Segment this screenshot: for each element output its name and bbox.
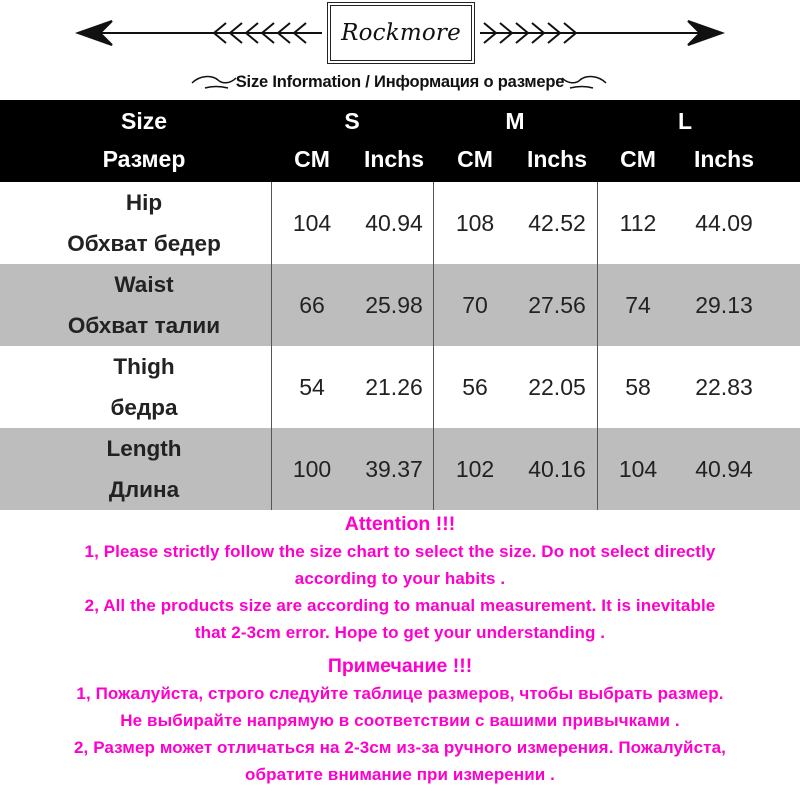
- note-ru-2-line1: 2, Размер может отличаться на 2-3см из-за ручного измерения. Пожалуйста,: [74, 738, 726, 757]
- table-row-waist: [0, 264, 800, 346]
- table-cell: 66: [299, 292, 325, 318]
- size-s-header: S: [344, 108, 360, 134]
- table-cell: 29.13: [695, 292, 753, 318]
- column-divider: [597, 182, 598, 510]
- row-label-ru: Длина: [108, 477, 180, 502]
- column-divider: [433, 182, 434, 510]
- row-label-ru: Обхват талии: [67, 313, 221, 338]
- note-en-2-line1: 2, All the products size are according to manual measurement. It is inevitable: [84, 596, 716, 615]
- table-cell: 74: [625, 292, 651, 318]
- table-cell: 56: [462, 374, 488, 400]
- note-en-2-line2: that 2-3cm error. Hope to get your understanding .: [194, 623, 606, 642]
- table-cell: 27.56: [528, 292, 586, 318]
- right-arrow-icon: [480, 21, 722, 45]
- unit-cm-s: CM: [294, 146, 330, 172]
- row-label-ru: бедра: [110, 395, 178, 420]
- table-cell: 104: [618, 456, 658, 482]
- row-label: [0, 346, 288, 428]
- table-cell: 100: [292, 456, 332, 482]
- page-subtitle: Size Information / Информация о размере: [235, 73, 565, 91]
- table-cell: 108: [455, 210, 495, 236]
- row-label: [0, 182, 288, 264]
- table-cell: 70: [462, 292, 488, 318]
- brand-logo-text: Rockmore: [341, 20, 461, 46]
- row-label: [0, 428, 288, 510]
- row-label-en: Hip: [125, 190, 163, 215]
- brand-logo: [330, 5, 472, 61]
- row-label-en: Thigh: [113, 354, 175, 379]
- size-table: [0, 100, 800, 510]
- left-arrow-icon: [78, 21, 322, 45]
- table-cell: 40.94: [695, 456, 753, 482]
- table-cell: 102: [455, 456, 495, 482]
- table-cell: 21.26: [365, 374, 423, 400]
- column-divider: [271, 182, 272, 510]
- note-ru-1-line2: Не выбирайте напрямую в соответствии с вашими привычками .: [120, 711, 680, 730]
- table-row-thigh: [0, 346, 800, 428]
- table-cell: 22.05: [528, 374, 586, 400]
- table-cell: 44.09: [695, 210, 753, 236]
- row-label: [0, 264, 288, 346]
- table-cell: 104: [292, 210, 332, 236]
- row-label-ru: Обхват бедер: [67, 231, 221, 256]
- table-cell: 25.98: [365, 292, 423, 318]
- table-cell: 112: [619, 210, 657, 236]
- note-en-1-line1: 1, Please strictly follow the size chart to select the size. Do not select directly: [84, 542, 716, 561]
- table-cell: 39.37: [365, 456, 423, 482]
- note-en-1-line2: according to your habits .: [294, 569, 506, 588]
- table-cell: 40.16: [528, 456, 586, 482]
- size-l-header: L: [677, 108, 693, 134]
- size-label-ru: Размер: [102, 146, 186, 172]
- table-row-length: [0, 428, 800, 510]
- size-label-en: Size: [120, 108, 168, 134]
- header: [0, 0, 800, 100]
- notes-section: [0, 510, 800, 788]
- table-cell: 54: [299, 374, 325, 400]
- unit-in-l: Inchs: [693, 146, 755, 172]
- unit-in-s: Inchs: [363, 146, 425, 172]
- unit-in-m: Inchs: [526, 146, 588, 172]
- table-row-hip: [0, 182, 800, 264]
- unit-cm-l: CM: [620, 146, 656, 172]
- row-label-en: Waist: [114, 272, 174, 297]
- ru-note-title: Примечание !!!: [327, 655, 473, 677]
- table-cell: 22.83: [695, 374, 753, 400]
- row-label-en: Length: [106, 436, 182, 461]
- table-cell: 58: [625, 374, 651, 400]
- table-header-row: [0, 100, 800, 182]
- table-cell: 40.94: [365, 210, 423, 236]
- attention-title: Attention !!!: [344, 513, 456, 535]
- note-ru-2-line2: обратите внимание при измерении .: [245, 765, 555, 784]
- note-ru-1-line1: 1, Пожалуйста, строго следуйте таблице размеров, чтобы выбрать размер.: [76, 684, 724, 703]
- table-cell: 42.52: [528, 210, 586, 236]
- unit-cm-m: CM: [457, 146, 493, 172]
- size-m-header: M: [505, 108, 525, 134]
